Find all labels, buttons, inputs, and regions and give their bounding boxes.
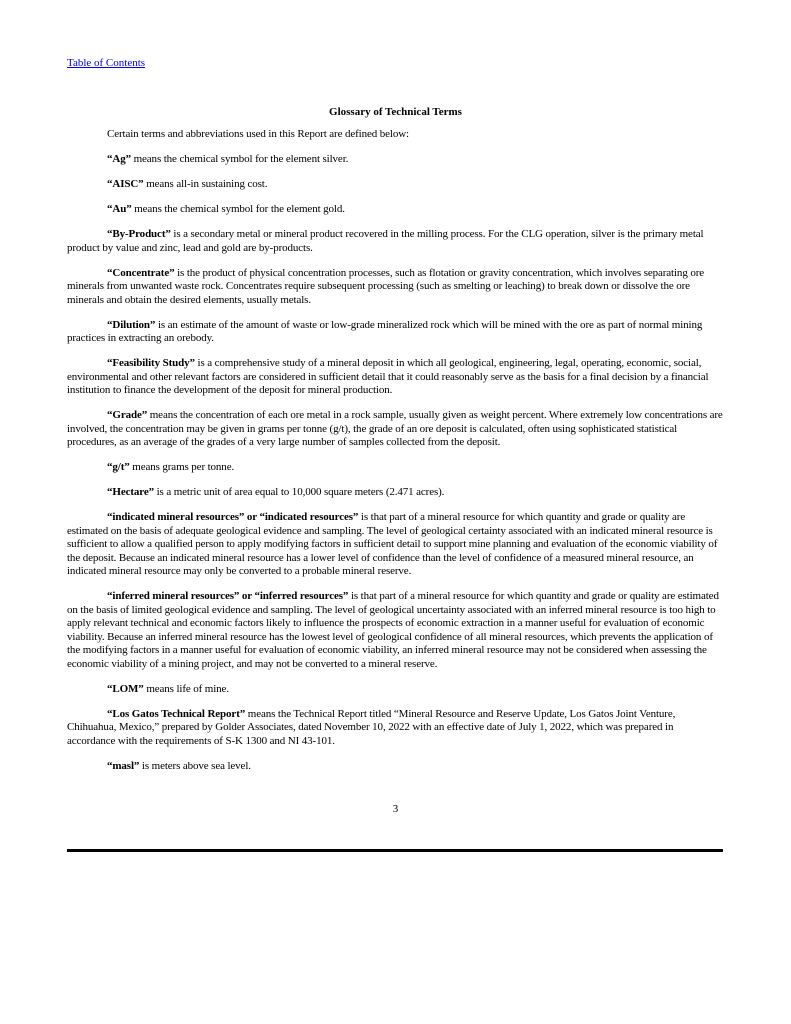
- glossary-entry-los-gatos-report: [67, 708, 723, 749]
- glossary-term: “Dilution”: [107, 318, 156, 331]
- glossary-definition: means all-in sustaining cost.: [143, 178, 268, 190]
- glossary-definition: is a secondary metal or mineral product recovered in the milling process. For the CLG operation, silver is the primary metal product by value and zinc, lead and gold are by-products.: [67, 228, 704, 254]
- glossary-definition: means the concentration of each ore metal in a rock sample, usually given as weight percent. Where extremely low concentrations are involved, the concentration may be given in grams per tonne (g/t), the grade of an ore deposit is calculated, often using sophisticated statistical procedures, as an average of the grades of a very large number of samples collected from the deposit.: [67, 409, 723, 448]
- glossary-term: “masl”: [107, 759, 140, 772]
- glossary-definition: means the Technical Report titled “Mineral Resource and Reserve Update, Los Gatos Joint Venture, Chihuahua, Mexico,” prepared by Golder Associates, dated November 10, 2022 with an effective date of July 1, 2022, which was prepared in accordance with the requirements of S-K 1300 and NI 43-101.: [67, 707, 676, 747]
- glossary-entry-indicated-resources: [67, 511, 723, 579]
- glossary-term: “Ag”: [107, 153, 131, 165]
- glossary-definition: is a comprehensive study of a mineral deposit in which all geological, engineering, legal, operating, economic, social, environmental and other relevant factors are considered in sufficient detail that it could reasonably serve as the basis for a final decision by a financial institution to finance the development of the deposit for mineral production.: [67, 357, 709, 396]
- table-of-contents-link[interactable]: Table of Contents: [67, 57, 146, 69]
- glossary-definition: is an estimate of the amount of waste or low-grade mineralized rock which will be mined with the ore as part of normal mining practices in extracting an orebody.: [67, 318, 703, 344]
- glossary-definition: means life of mine.: [143, 682, 229, 695]
- glossary-definition: is the product of physical concentration processes, such as flotation or gravity concentration, which involves separating ore minerals from unwanted waste rock. Concentrates require subsequent processing (such as smelting or leaching) to break down or dissolve the ore minerals and obtain the desired elements, usually metals.: [67, 266, 705, 306]
- glossary-entry-grade: [67, 409, 723, 450]
- glossary-entry-aisc: [67, 178, 723, 192]
- glossary-entry-feasibility-study: [67, 357, 723, 398]
- glossary-term: “Concentrate”: [107, 266, 175, 279]
- glossary-term: “AISC”: [107, 178, 144, 190]
- glossary-entry-au: [67, 203, 723, 217]
- glossary-definition: is meters above sea level.: [139, 759, 251, 772]
- glossary-definition: is that part of a mineral resource for which quantity and grade or quality are estimated on the basis of limited geological evidence and sampling. The level of geological uncertainty associated with an inferred mineral resource is too high to apply relevant technical and economic factors likely to influence the prospects of economic extraction in a manner useful for evaluation of economic viability. Because an inferred mineral resource has the lowest level of geological confidence of all mineral resources, which prevents the application of the modifying factors in a manner useful for evaluation of economic viability, an inferred mineral resource may not be considered when assessing the economic viability of a mining project, and may not be converted to a mineral reserve.: [67, 590, 719, 670]
- glossary-entry-dilution: [67, 319, 723, 346]
- glossary-entry-concentrate: [67, 267, 723, 308]
- glossary-term: “Hectare”: [107, 486, 154, 498]
- glossary-term: “LOM”: [107, 682, 144, 695]
- glossary-term: “g/t”: [107, 461, 130, 473]
- glossary-entry-masl: [67, 760, 723, 774]
- glossary-entry-ag: [67, 153, 723, 167]
- glossary-definition: means grams per tonne.: [129, 461, 235, 473]
- glossary-entry-lom: [67, 683, 723, 697]
- glossary-body: [67, 128, 723, 785]
- glossary-title: Glossary of Technical Terms: [329, 106, 462, 118]
- glossary-term: “Au”: [107, 203, 132, 215]
- glossary-term: “Los Gatos Technical Report”: [107, 707, 246, 720]
- glossary-entry-hectare: [67, 486, 723, 500]
- glossary-term: “By-Product”: [107, 228, 171, 240]
- glossary-term: “Grade”: [107, 409, 148, 421]
- glossary-entry-inferred-resources: [67, 590, 723, 671]
- glossary-term: “indicated mineral resources” or “indicated resources”: [107, 511, 359, 523]
- glossary-term: “Feasibility Study”: [107, 357, 195, 369]
- page-divider: [67, 849, 723, 852]
- glossary-definition: means the chemical symbol for the element silver.: [130, 153, 349, 165]
- glossary-entry-by-product: [67, 228, 723, 255]
- glossary-entry-g-t: [67, 461, 723, 475]
- glossary-term: “inferred mineral resources” or “inferred resources”: [107, 590, 349, 602]
- glossary-definition: is a metric unit of area equal to 10,000 square meters (2.471 acres).: [153, 486, 445, 498]
- glossary-definition: is that part of a mineral resource for which quantity and grade or quality are estimated on the basis of adequate geological evidence and sampling. The level of geological certainty associated with an indicated mineral resource is sufficient to allow a qualified person to apply modifying factors in sufficient detail to support mine planning and evaluation of the economic viability of the deposit. Because an indicated mineral resource has a lower level of confidence than the level of confidence of a measured mineral resource, an indicated mineral resource may only be converted to a probable mineral reserve.: [67, 511, 718, 577]
- glossary-intro: Certain terms and abbreviations used in this Report are defined below:: [107, 128, 409, 140]
- page-number: 3: [392, 803, 399, 815]
- glossary-definition: means the chemical symbol for the element gold.: [131, 203, 345, 215]
